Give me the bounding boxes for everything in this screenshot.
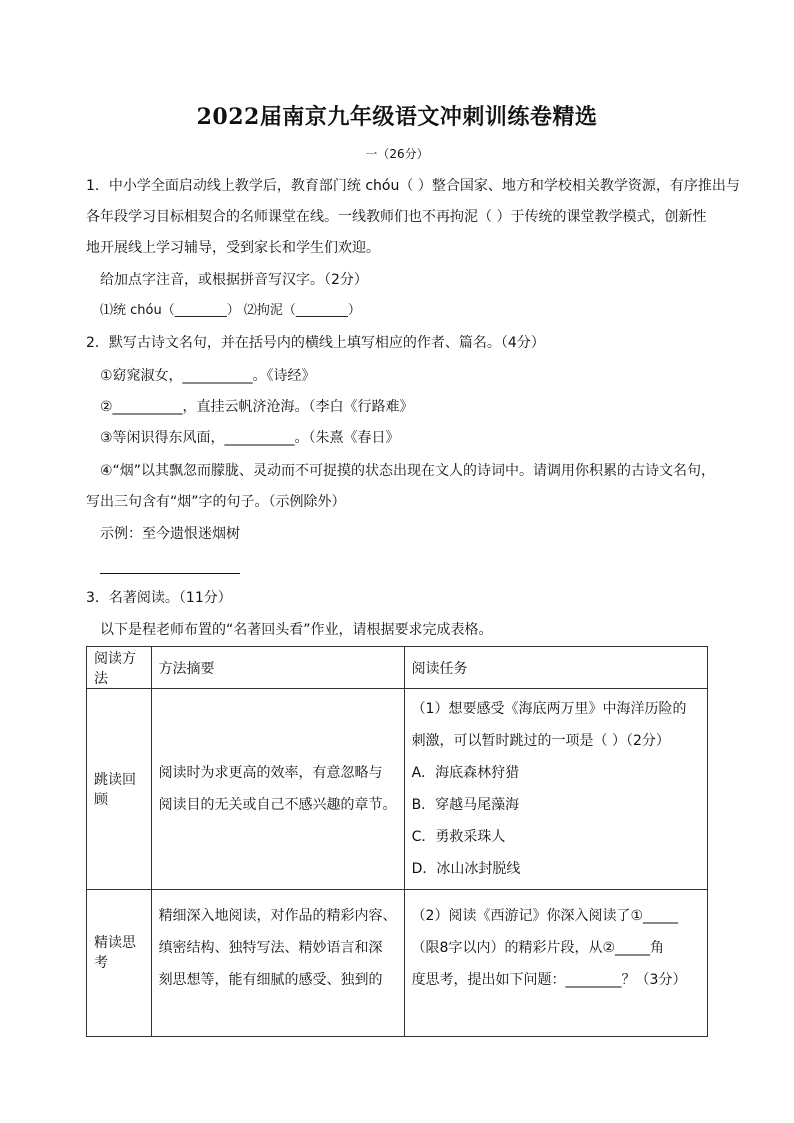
row2-task-line: （2）阅读《西游记》你深入阅读了①_____ <box>411 908 679 924</box>
answer-line <box>100 573 240 574</box>
q1-prompt: 给加点字注音，或根据拼音写汉字。（2分） <box>100 272 368 288</box>
row2-summary <box>151 890 404 1037</box>
row2-task-line: 度思考，提出如下问题：________？（3分） <box>411 972 687 988</box>
row2-method: 精读思考 <box>87 890 152 1037</box>
row1-method: 跳读回顾 <box>87 689 152 890</box>
table-header-row <box>87 647 708 689</box>
row1-summary <box>151 689 404 890</box>
q2-item-d-line-1: ④“烟”以其飘忽而朦胧、灵动而不可捉摸的状态出现在文人的诗词中。请调用你积累的古诗文名句， <box>100 463 716 479</box>
option-b: B．穿越马尾藻海 <box>411 797 520 813</box>
q2-item-a: ①窈窕淑女，__________。《诗经》 <box>100 368 316 384</box>
row2-task <box>404 890 707 1037</box>
row2-summary-line: 刻思想等，能有细腻的感受、独到的 <box>158 972 383 988</box>
row1-task-line: （1）想要感受《海底两万里》中海洋历险的 <box>411 701 687 717</box>
q1-line-3: 地开展线上学习辅导，受到家长和学生们欢迎。 <box>86 240 380 256</box>
row1-task-line: 刺激，可以暂时跳过的一项是（ ）（2分） <box>411 733 670 749</box>
q1-line-1: 1．中小学全面启动线上教学后，教育部门统 chóu（ ）整合国家、地方和学校相关教学资源，有序推出与 <box>86 178 740 194</box>
option-a: A．海底森林狩猎 <box>411 765 520 781</box>
option-d: D．冰山冰封脱线 <box>411 861 521 877</box>
row2-task-line: （限8字以内）的精彩片段，从②_____角 <box>411 940 665 956</box>
row1-summary-line: 阅读目的无关或自己不感兴趣的章节。 <box>158 797 397 813</box>
q2-example: 示例：至今遗恨迷烟树 <box>100 526 240 542</box>
q1-line-2: 各年段学习目标相契合的名师课堂在线。一线教师们也不再拘泥（ ）于传统的课堂教学模式，创新性 <box>86 209 707 225</box>
row1-task <box>404 689 707 890</box>
section-heading: 一（26分） <box>365 147 429 161</box>
row1-summary-line: 阅读时为求更高的效率，有意忽略与 <box>158 765 383 781</box>
page-title: 2022届南京九年级语文冲刺训练卷精选 <box>196 104 598 130</box>
q2-item-b: ②__________，直挂云帆济沧海。（李白《行路难》 <box>100 399 414 415</box>
reading-table <box>86 646 708 1037</box>
header-method: 阅读方法 <box>87 647 152 689</box>
header-task: 阅读任务 <box>404 647 707 689</box>
q3-intro: 以下是程老师布置的“名著回头看”作业，请根据要求完成表格。 <box>100 622 493 638</box>
table-row <box>87 890 708 1037</box>
row2-summary-line: 精细深入地阅读，对作品的精彩内容、 <box>158 908 397 924</box>
option-c: C．勇救采珠人 <box>411 829 506 845</box>
q2-item-d-line-2: 写出三句含有“烟”字的句子。（示例除外） <box>86 494 346 510</box>
table-row <box>87 689 708 890</box>
row2-summary-line: 缜密结构、独特写法、精妙语言和深 <box>158 940 383 956</box>
q3-heading: 3．名著阅读。（11分） <box>86 590 232 606</box>
q1-blanks: ⑴统 chóu（________） ⑵拘泥（________） <box>100 303 361 318</box>
q2-heading: 2．默写古诗文名句，并在括号内的横线上填写相应的作者、篇名。（4分） <box>86 335 545 351</box>
header-summary: 方法摘要 <box>151 647 404 689</box>
q2-item-c: ③等闲识得东风面，__________。（朱熹《春日》 <box>100 430 400 446</box>
